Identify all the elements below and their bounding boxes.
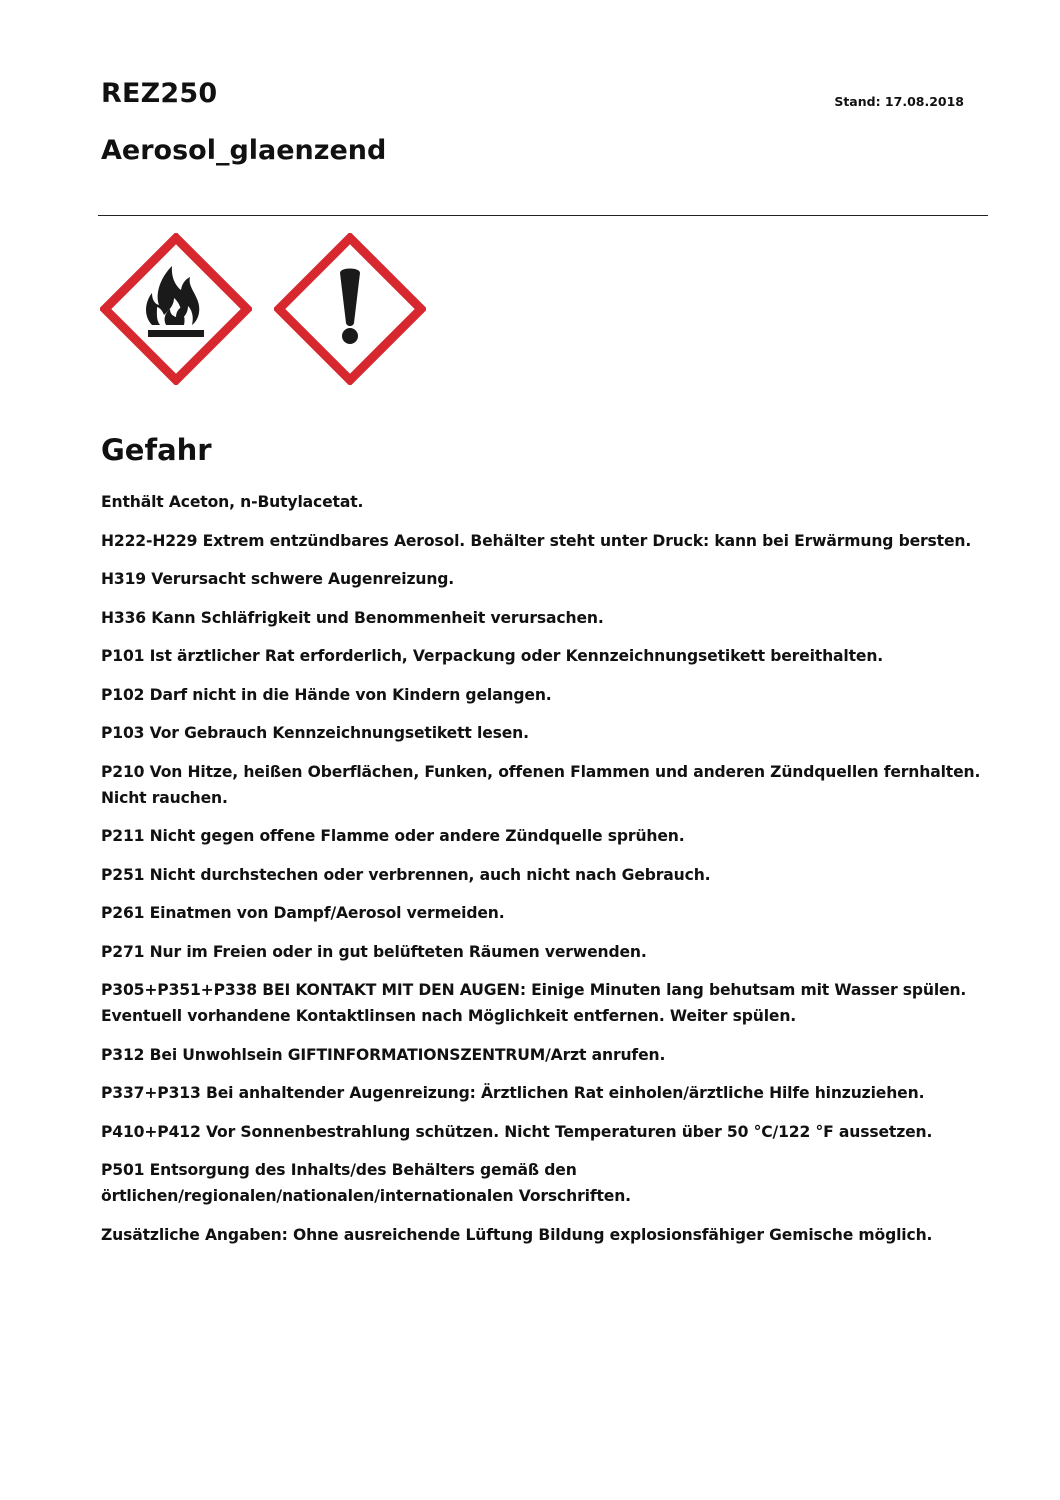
statement-p210: P210 Von Hitze, heißen Oberflächen, Funken, offenen Flammen und anderen Zündquellen fernhalten. Nicht rauchen.	[101, 762, 981, 807]
stand-date: Stand: 17.08.2018	[834, 94, 964, 109]
statement-contents: Enthält Aceton, n-Butylacetat.	[101, 493, 364, 511]
statement-additional-info: Zusätzliche Angaben: Ohne ausreichende Lüftung Bildung explosionsfähiger Gemische möglich.	[101, 1225, 933, 1244]
statement-p102: P102 Darf nicht in die Hände von Kindern gelangen.	[101, 685, 552, 704]
statement-p271: P271 Nur im Freien oder in gut belüfteten Räumen verwenden.	[101, 942, 647, 961]
statement-p101: P101 Ist ärztlicher Rat erforderlich, Verpackung oder Kennzeichnungsetikett bereithalten.	[101, 647, 884, 665]
statement-p312: P312 Bei Unwohlsein GIFTINFORMATIONSZENTRUM/Arzt anrufen.	[101, 1045, 666, 1064]
statement-h336: H336 Kann Schläfrigkeit und Benommenheit verursachen.	[101, 608, 604, 627]
signal-word: Gefahr	[101, 433, 212, 467]
statement-h319: H319 Verursacht schwere Augenreizung.	[101, 570, 455, 588]
statement-p305-p351-p338: P305+P351+P338 BEI KONTAKT MIT DEN AUGEN: Einige Minuten lang behutsam mit Wasser spülen. Eventuell vorhandene Kontaktlinsen nach Möglichkeit entfernen. Weiter spülen.	[101, 981, 967, 1025]
statement-p501: P501 Entsorgung des Inhalts/des Behälters gemäß den örtlichen/regionalen/nationalen/internationalen Vorschriften.	[101, 1161, 631, 1205]
exclamation-mark-icon	[274, 233, 426, 385]
hazard-pictograms	[100, 233, 426, 385]
statement-p261: P261 Einatmen von Dampf/Aerosol vermeiden.	[101, 904, 505, 922]
statement-p251: P251 Nicht durchstechen oder verbrennen, auch nicht nach Gebrauch.	[101, 865, 711, 884]
header-divider	[98, 215, 988, 216]
statement-p103: P103 Vor Gebrauch Kennzeichnungsetikett lesen.	[101, 724, 529, 742]
statement-p211: P211 Nicht gegen offene Flamme oder andere Zündquelle sprühen.	[101, 827, 685, 845]
flame-icon	[100, 233, 252, 385]
statement-p410-p412: P410+P412 Vor Sonnenbestrahlung schützen. Nicht Temperaturen über 50 °C/122 °F aussetzen.	[101, 1122, 933, 1141]
product-name: Aerosol_glaenzend	[101, 135, 387, 166]
product-code: REZ250	[101, 78, 218, 109]
hazard-statements-list	[101, 489, 991, 1260]
statement-p337-p313: P337+P313 Bei anhaltender Augenreizung: Ärztlichen Rat einholen/ärztliche Hilfe hinzuziehen.	[101, 1084, 925, 1102]
statement-h222-h229: H222-H229 Extrem entzündbares Aerosol. Behälter steht unter Druck: kann bei Erwärmung bersten.	[101, 531, 972, 550]
